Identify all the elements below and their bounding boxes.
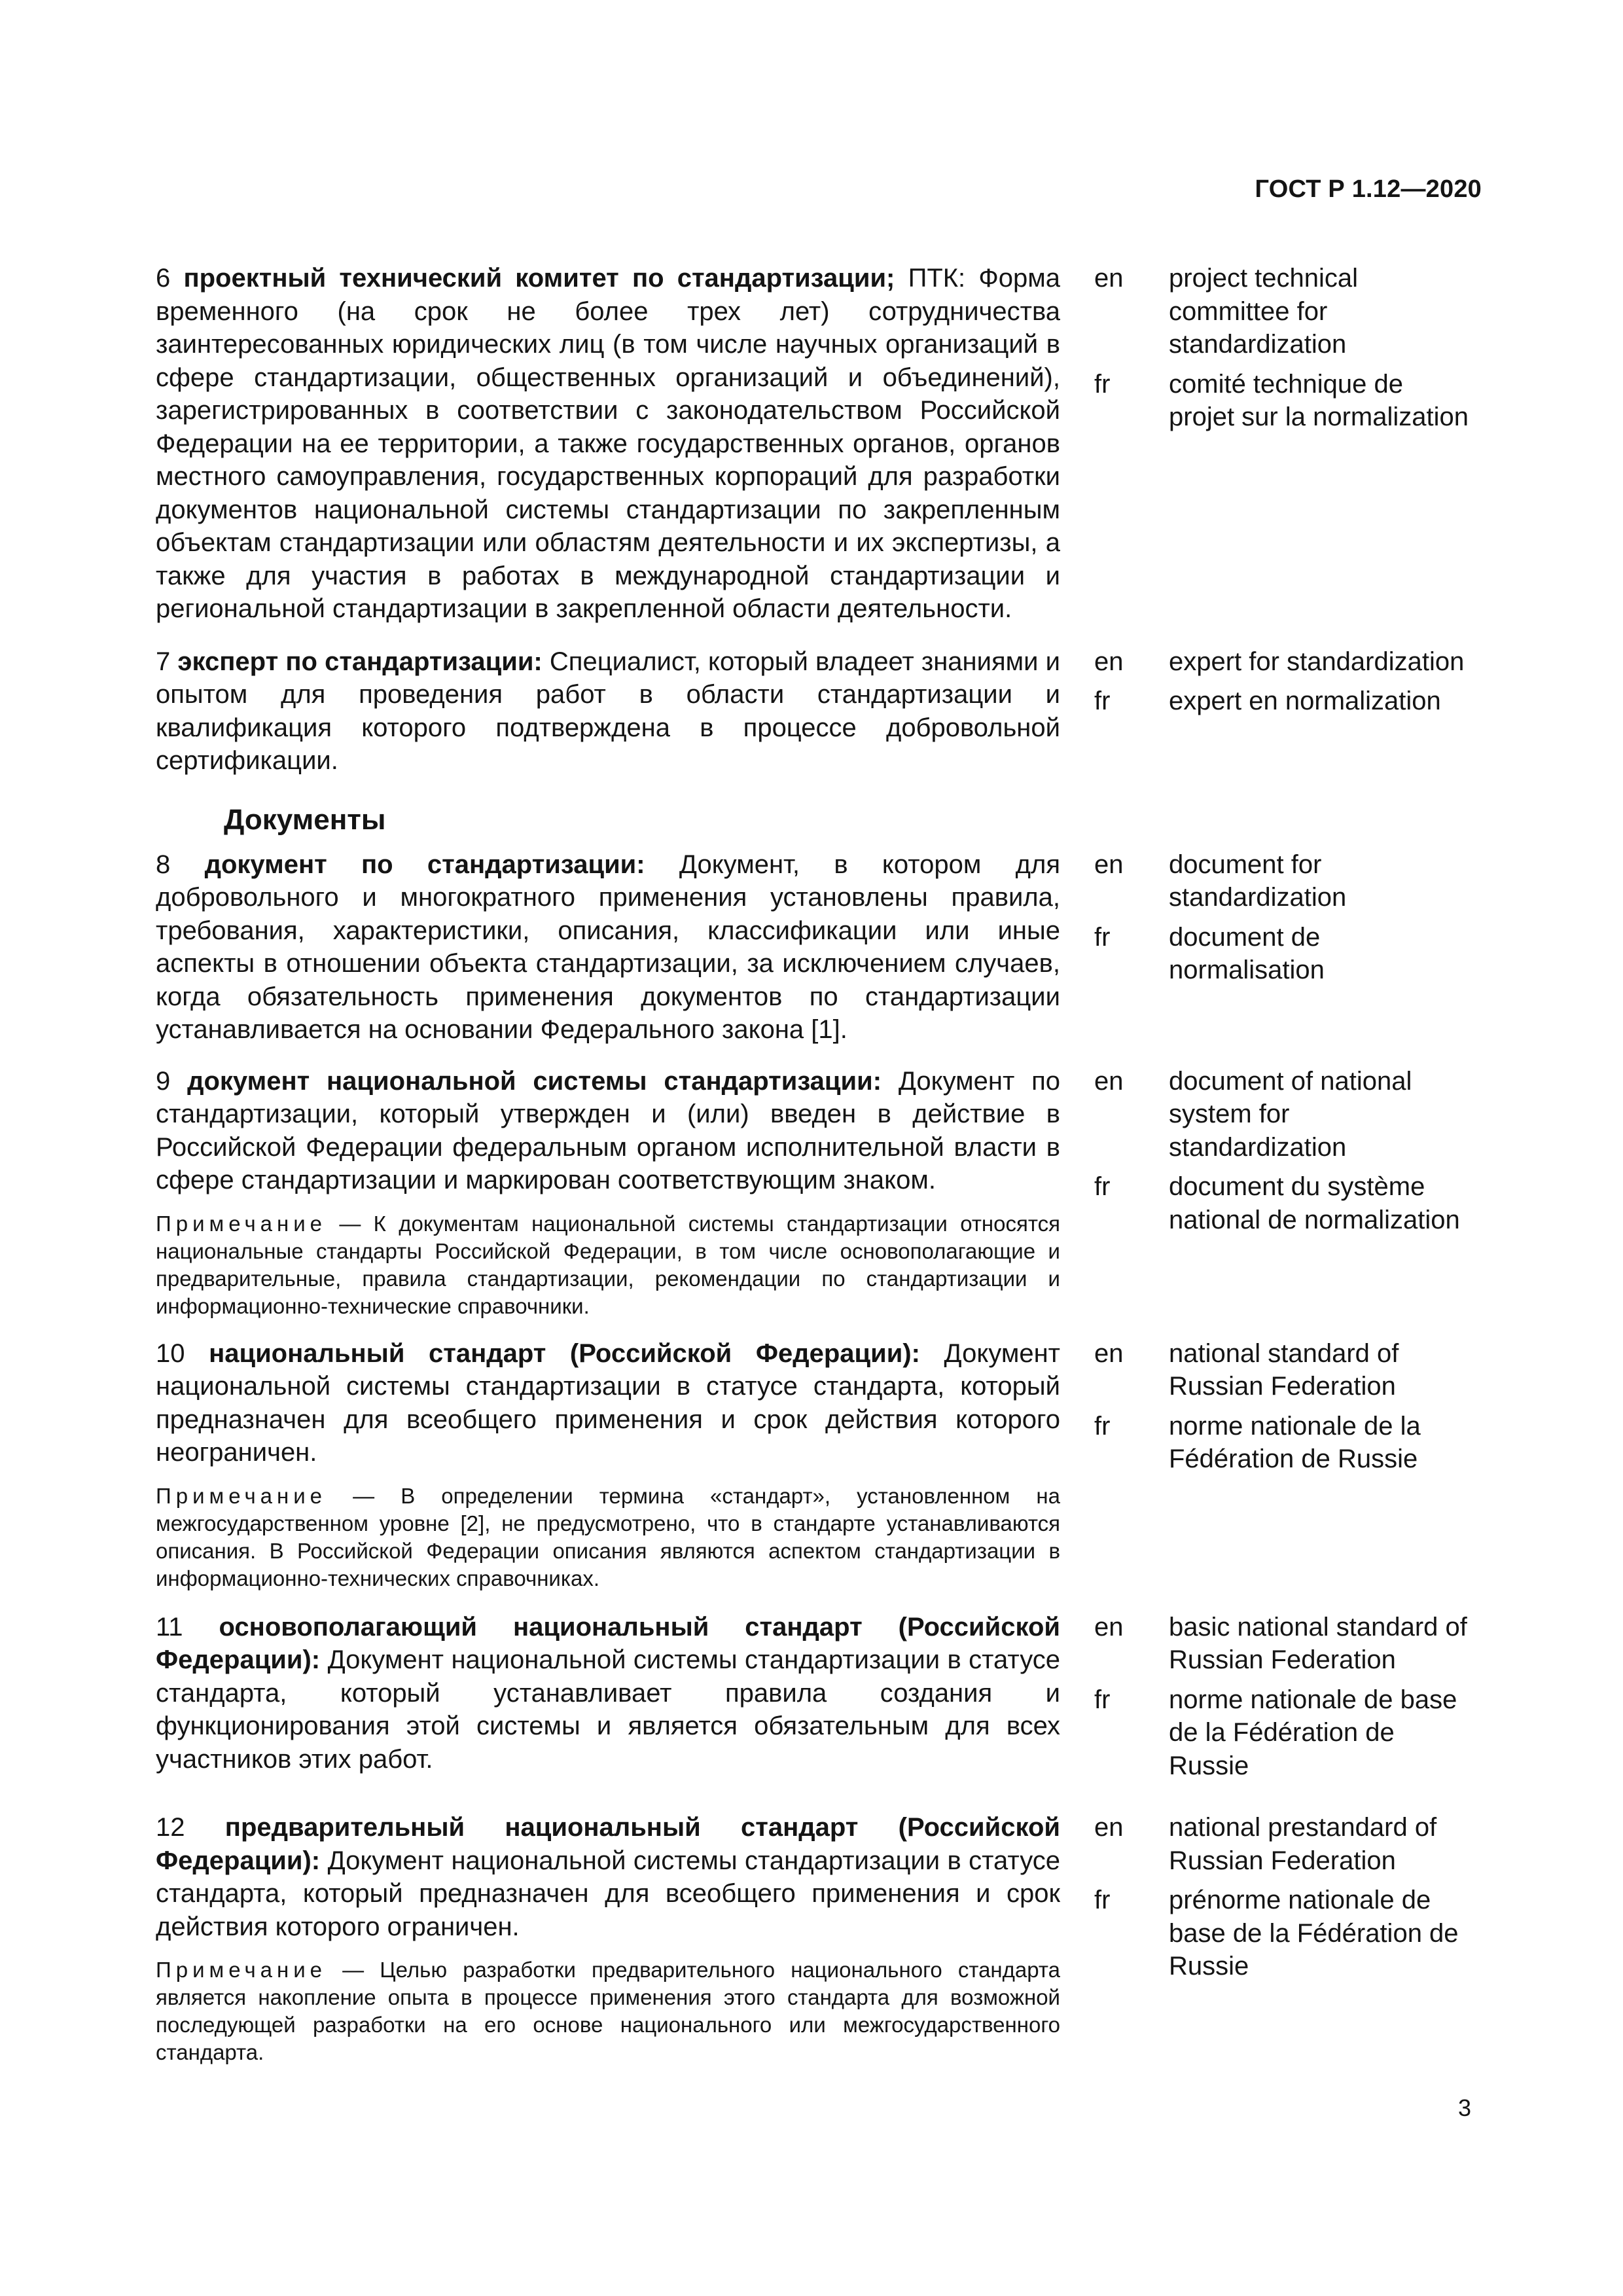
- term-entry: [156, 1337, 1487, 1592]
- language-code: fr: [1094, 1172, 1111, 1201]
- foreign-term: document of national system for standardization: [1169, 1066, 1412, 1162]
- term-entry: [156, 848, 1487, 1047]
- foreign-equivalent-row: [1094, 1170, 1487, 1236]
- foreign-equivalent-row: [1094, 1884, 1487, 1983]
- foreign-equivalents: [1094, 1337, 1487, 1482]
- language-code: en: [1094, 1813, 1124, 1842]
- foreign-term: basic national standard of Russian Federation: [1169, 1612, 1467, 1674]
- foreign-term: comité technique de projet sur la normalization: [1169, 369, 1469, 431]
- term-definition-block: [156, 1611, 1060, 1776]
- foreign-equivalent-row: [1094, 1337, 1487, 1403]
- language-code: en: [1094, 647, 1124, 676]
- foreign-equivalents: [1094, 1065, 1487, 1244]
- term-paragraph: [156, 1611, 1060, 1776]
- language-code: en: [1094, 1338, 1124, 1368]
- term-name: документ по стандартизации:: [204, 850, 645, 879]
- page-number: 3: [1457, 2094, 1471, 2121]
- foreign-equivalent-row: [1094, 1683, 1487, 1783]
- term-paragraph: [156, 1811, 1060, 1943]
- note-text: — К документам национальной системы стандартизации относятся национальные стандарты Российской Федерации, в том числе основополагающие и предварительные, правила стандартизации, рекомендации по стандартизации и информационно-технические справочники.: [156, 1211, 1060, 1318]
- language-code: en: [1094, 264, 1124, 293]
- term-definition: Документ национальной системы стандартизации в статусе стандарта, который предназначен для всеобщего применения и срок действия которого неограничен.: [156, 1338, 1060, 1467]
- foreign-term: document de normalisation: [1169, 922, 1325, 984]
- foreign-equivalent-row: [1094, 1611, 1487, 1677]
- term-definition-block: [156, 262, 1060, 626]
- terms-content: [156, 262, 1487, 2066]
- term-entry: [156, 262, 1487, 626]
- term-name: документ национальной системы стандартизации:: [187, 1066, 882, 1096]
- foreign-term: expert for standardization: [1169, 647, 1465, 676]
- foreign-term: document du système national de normalization: [1169, 1172, 1460, 1234]
- term-paragraph: [156, 1337, 1060, 1469]
- foreign-term: norme nationale de base de la Fédération de Russie: [1169, 1685, 1457, 1780]
- foreign-equivalent-row: [1094, 645, 1487, 679]
- foreign-equivalents: [1094, 848, 1487, 994]
- term-number: 6: [156, 264, 171, 293]
- term-paragraph: [156, 1065, 1060, 1197]
- term-note: [156, 1956, 1060, 2066]
- foreign-equivalent-row: [1094, 921, 1487, 987]
- language-code: en: [1094, 1066, 1124, 1096]
- term-name: национальный стандарт (Российской Федерации):: [209, 1338, 920, 1368]
- term-entry: [156, 1811, 1487, 2066]
- term-number: 10: [156, 1338, 185, 1368]
- foreign-equivalent-row: [1094, 262, 1487, 361]
- foreign-equivalent-row: [1094, 1811, 1487, 1877]
- foreign-equivalents: [1094, 1611, 1487, 1789]
- foreign-equivalents: [1094, 645, 1487, 725]
- term-definition-block: [156, 1811, 1060, 2066]
- term-number: 12: [156, 1813, 185, 1842]
- language-code: en: [1094, 1612, 1124, 1641]
- foreign-equivalent-row: [1094, 1065, 1487, 1164]
- language-code: fr: [1094, 687, 1111, 715]
- foreign-term: project technical committee for standardization: [1169, 264, 1359, 359]
- term-definition-block: [156, 848, 1060, 1047]
- note-text: — Целью разработки предварительного национального стандарта является накопление опыта в процессе применения этого стандарта для возможной последующей разработки на его основе национального или межгосударственного стандарта.: [156, 1958, 1060, 2064]
- term-definition-block: [156, 1337, 1060, 1592]
- foreign-equivalent-row: [1094, 1410, 1487, 1476]
- term-note: [156, 1210, 1060, 1320]
- foreign-equivalent-row: [1094, 848, 1487, 914]
- language-code: en: [1094, 850, 1124, 879]
- term-definition: ПТК: Форма временного (на срок не более трех лет) сотрудничества заинтересованных юридических лиц (в том числе научных организаций в сфере стандартизации, общественных организаций и объединений), зарегистрированных в соответствии с законодательством Российской Федерации на ее территории, а также государственных органов, органов местного самоуправления, государственных корпораций для разработки документов национальной системы стандартизации по закрепленным объектам стандартизации или областям деятельности и их экспертизы, а также для участия в работах в международной стандартизации и региональной стандартизации в закрепленной области деятельности.: [156, 264, 1060, 623]
- note-text: — В определении термина «стандарт», установленном на межгосударственном уровне [2], не предусмотрено, что в стандарте устанавливаются описания. В Российской Федерации описания являются аспектом стандартизации в информационно-технических справочниках.: [156, 1483, 1060, 1590]
- term-entry: [156, 645, 1487, 778]
- foreign-term: norme nationale de la Fédération de Russie: [1169, 1411, 1421, 1473]
- term-name: основополагающий национальный стандарт (Российской Федерации):: [156, 1612, 1060, 1674]
- term-entry: [156, 1611, 1487, 1789]
- term-definition: Специалист, который владеет знаниями и опытом для проведения работ в области стандартизации и квалификация которого подтверждена в процессе добровольной сертификации.: [156, 647, 1060, 775]
- term-number: 9: [156, 1066, 171, 1096]
- term-definition: Документ по стандартизации, который утвержден и (или) введен в действие в Российской Федерации федеральным органом исполнительной власти в сфере стандартизации и маркирован соответствующим знаком.: [156, 1066, 1060, 1194]
- term-paragraph: [156, 262, 1060, 626]
- language-code: fr: [1094, 1411, 1111, 1441]
- foreign-equivalents: [1094, 1811, 1487, 1990]
- term-entry: [156, 1065, 1487, 1320]
- foreign-term: prénorme nationale de base de la Fédération de Russie: [1169, 1886, 1459, 1981]
- foreign-term: expert en normalization: [1169, 687, 1441, 715]
- term-definition: Документ национальной системы стандартизации в статусе стандарта, который устанавливает правила создания и функционирования этой системы и является обязательным для всех участников этих работ.: [156, 1645, 1060, 1774]
- term-name: предварительный национальный стандарт (Российской Федерации):: [156, 1813, 1060, 1875]
- foreign-term: document for standardization: [1169, 850, 1347, 912]
- foreign-equivalents: [1094, 262, 1487, 440]
- note-label: Примечание: [156, 1958, 327, 1982]
- term-number: 8: [156, 850, 171, 879]
- document-code: ГОСТ Р 1.12—2020: [1255, 175, 1482, 203]
- language-code: fr: [1094, 369, 1111, 399]
- foreign-equivalent-row: [1094, 685, 1487, 718]
- term-definition-block: [156, 645, 1060, 778]
- foreign-equivalent-row: [1094, 368, 1487, 434]
- term-paragraph: [156, 848, 1060, 1047]
- term-name: проектный технический комитет по стандартизации;: [183, 264, 895, 293]
- note-label: Примечание: [156, 1211, 327, 1236]
- language-code: fr: [1094, 922, 1111, 952]
- term-definition: Документ национальной системы стандартизации в статусе стандарта, который предназначен для всеобщего применения и срок действия которого ограничен.: [156, 1846, 1060, 1941]
- section-heading: Документы: [224, 803, 386, 836]
- language-code: fr: [1094, 1886, 1111, 1914]
- language-code: fr: [1094, 1685, 1111, 1714]
- term-definition-block: [156, 1065, 1060, 1320]
- term-definition: Документ, в котором для добровольного и многократного применения установлены правила, требования, характеристики, описания, классификации или иные аспекты в отношении объекта стандартизации, за исключением случаев, когда обязательность применения документов по стандартизации устанавливается на основании Федерального закона [1].: [156, 850, 1060, 1044]
- term-paragraph: [156, 645, 1060, 778]
- note-label: Примечание: [156, 1483, 327, 1508]
- foreign-term: national prestandard of Russian Federation: [1169, 1813, 1437, 1875]
- term-number: 11: [156, 1612, 183, 1641]
- term-note: [156, 1482, 1060, 1592]
- term-name: эксперт по стандартизации:: [177, 647, 543, 676]
- term-number: 7: [156, 647, 171, 676]
- foreign-term: national standard of Russian Federation: [1169, 1338, 1399, 1401]
